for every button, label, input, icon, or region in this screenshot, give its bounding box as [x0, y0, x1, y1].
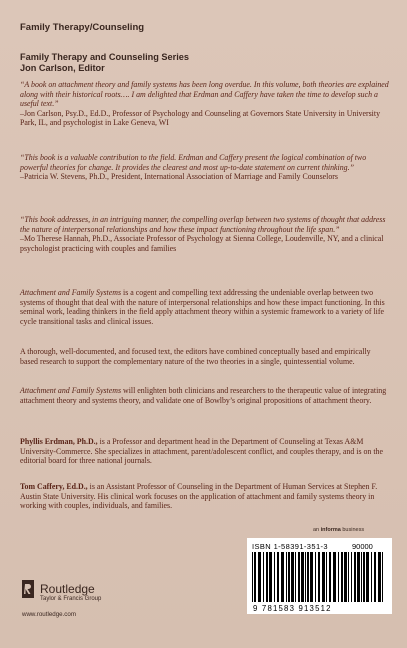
endorsement-quote: “A book on attachment theory and family systems has been long overdue. In this volume, both theories are explained along with their historical roots…. I am delighted that Erdman and Caffery have taken the time to develop such a useful text.” — [20, 80, 389, 109]
endorsement-attribution: –Patricia W. Stevens, Ph.D., President, International Association of Marriage and Family Counselors — [20, 172, 338, 182]
author-bio-text: is an Assistant Professor of Counseling in the Department of Human Services at Stephen F. Austin State University. His clinical work focuses on the application of attachment and family systems theory in working with couples, individuals, and families. — [20, 482, 378, 511]
barcode-bar — [277, 552, 279, 602]
author-bio-2 — [20, 482, 390, 511]
endorsement-attribution: –Mo Therese Hannah, Ph.D., Associate Professor of Psychology at Sienna College, Loudenville, NY, and a clinical psychologist practicing with couples and families — [20, 234, 384, 253]
barcode-bar — [305, 552, 306, 602]
author-name: Tom Caffery, Ed.D., — [20, 482, 88, 491]
barcode-bar — [291, 552, 294, 602]
publisher-website: www.routledge.com — [22, 611, 76, 618]
barcode-bar — [338, 552, 339, 602]
barcode-bar — [378, 552, 381, 602]
description-text: A thorough, well-documented, and focused text, the editors have combined conceptually based and empirically based research to support the complementary nature of the two theories in a single, quintessential volume. — [20, 347, 371, 366]
barcode-bar — [329, 552, 331, 602]
barcode-bar — [366, 552, 369, 602]
barcode-bar — [310, 552, 313, 602]
book-title: Attachment and Family Systems — [20, 386, 122, 395]
barcode-bar — [357, 552, 360, 602]
series-title: Family Therapy and Counseling Series — [20, 52, 189, 62]
barcode-bar — [301, 552, 304, 602]
routledge-logo-icon — [22, 580, 34, 598]
series-editor: Jon Carlson, Editor — [20, 63, 105, 73]
barcode-bar — [326, 552, 327, 602]
barcode-bar — [307, 552, 309, 602]
endorsement-quote: “This book is a valuable contribution to the field. Erdman and Caffery present the logical combination of two powerful theories for change. It provides the clearest and most up-to-date statement on current thinking.” — [20, 153, 367, 172]
publisher-name: Routledge — [40, 582, 95, 596]
barcode-bar — [341, 552, 343, 602]
barcode-bar — [351, 552, 352, 602]
endorsement-quote: “This book addresses, in an intriguing manner, the compelling overlap between two systems of thought that address the nature of interpersonal relationships and how these impact functioning throughout the life span.” — [20, 215, 386, 234]
barcode-bar — [315, 552, 316, 602]
barcode-bar — [318, 552, 320, 602]
barcode-bar — [295, 552, 296, 602]
author-name: Phyllis Erdman, Ph.D., — [20, 437, 98, 446]
barcode-bar — [322, 552, 325, 602]
barcode-bar — [298, 552, 300, 602]
publisher-group: Taylor & Francis Group — [40, 596, 102, 602]
barcode-bar — [374, 552, 376, 602]
barcode-bar — [263, 552, 264, 602]
barcode-bar — [269, 552, 272, 602]
barcode-bar — [286, 552, 287, 602]
endorsement-1 — [20, 80, 390, 128]
description-paragraph-1 — [20, 288, 390, 326]
description-paragraph-3 — [20, 386, 390, 405]
description-paragraph-2 — [20, 347, 390, 366]
category-label: Family Therapy/Counseling — [20, 22, 145, 33]
barcode-bar — [252, 552, 253, 602]
barcode-bar — [363, 552, 365, 602]
barcode-bar — [344, 552, 347, 602]
barcode-bar — [274, 552, 275, 602]
barcode-bar — [361, 552, 362, 602]
endorsement-3 — [20, 215, 390, 253]
description-text: is a cogent and compelling text addressing the undeniable overlap between two systems of thought that deal with the nature of interpersonal relationships and how these impact functioning. In this seminal work, leading thinkers in the field apply attachment theory within a systemic framework to a variety of life cycle transitional tasks and clinical issues. — [20, 288, 385, 326]
informa-business-tag: an informa business — [313, 527, 365, 533]
ean-barcode — [252, 552, 352, 602]
barcode-bar — [382, 552, 383, 602]
price-code-text: 90000 — [352, 542, 373, 551]
endorsement-attribution: –Jon Carlson, Psy.D., Ed.D., Professor of Psychology and Counseling at Governors State University in University Park, IL, and psychologist in Lake Geneva, WI — [20, 108, 381, 128]
barcode-bar — [258, 552, 261, 602]
barcode-bar — [333, 552, 336, 602]
ean-digits-text: 9 781583 913512 — [253, 604, 332, 613]
barcode-bar — [371, 552, 372, 602]
author-bio-1 — [20, 437, 390, 466]
barcode-bar — [254, 552, 256, 602]
book-title: Attachment and Family Systems — [20, 288, 122, 297]
barcode-bar — [354, 552, 356, 602]
barcode-bar — [348, 552, 349, 602]
barcode-bar — [266, 552, 268, 602]
isbn-text: ISBN 1-58391-351-3 — [252, 542, 328, 551]
price-barcode — [351, 552, 387, 602]
description-text: will enlighten both clinicians and researchers to the therapeutic value of integrating attachment theory and systems theory, and validate one of Bowlby’s original propositions of attachment theory. — [20, 386, 387, 405]
author-bio-text: is a Professor and department head in the Department of Counseling at Texas A&M University-Commerce. She specializes in attachment, parent/adolescent conflict, and couples therapy, and is on the editorial board for three national journals. — [20, 437, 383, 466]
barcode-bar — [288, 552, 290, 602]
barcode-bar — [281, 552, 284, 602]
endorsement-2 — [20, 153, 390, 182]
series-heading — [20, 52, 189, 74]
